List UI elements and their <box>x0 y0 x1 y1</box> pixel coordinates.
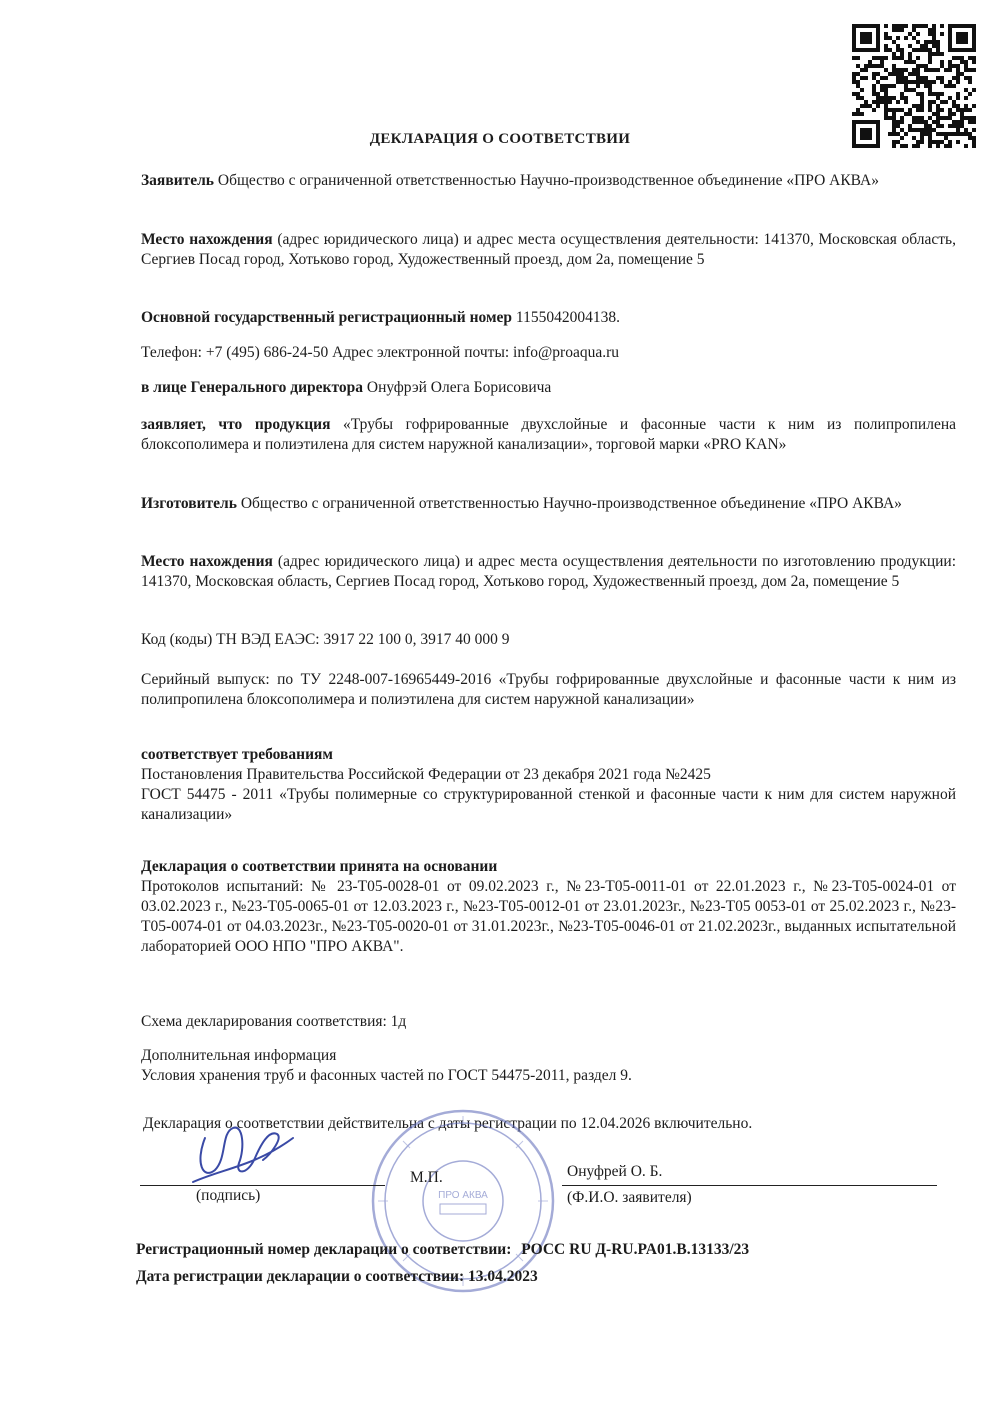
representative-section <box>141 378 956 398</box>
name-caption: (Ф.И.О. заявителя) <box>567 1189 692 1206</box>
declares-label: заявляет, что продукция <box>141 416 331 433</box>
registration-number-label: Регистрационный номер декларации о соответствии: <box>136 1241 512 1258</box>
additional-section <box>141 1046 956 1086</box>
manufacturer-text: Общество с ограниченной ответственностью Научно-производственное объединение «ПРО АКВА» <box>240 495 902 512</box>
document-title: ДЕКЛАРАЦИЯ О СООТВЕТСТВИИ <box>369 131 631 147</box>
location-text-2: (адрес юридического лица) и адрес места осуществления деятельности по изготовлению продукции: 141370, Московская область, Сергиев Посад город, Хотьково город, Художественный проезд, дом 2а, помещение 5 <box>141 553 957 590</box>
declares-text: «Трубы гофрированные двухслойные и фасонные части к ним из полипропилена блоксополимера и полиэтилена для систем наружной канализации», торговой марки «PRO KAN» <box>141 416 956 453</box>
applicant-section <box>141 171 956 191</box>
tnved-line: Код (коды) ТН ВЭД ЕАЭС: 3917 22 100 0, 3917 40 000 9 <box>141 631 510 648</box>
applicant-signatory-name: Онуфрей О. Б. <box>567 1163 663 1180</box>
name-line <box>562 1185 937 1186</box>
manufacturer-label: Изготовитель <box>141 495 237 512</box>
registration-date-label: Дата регистрации декларации о соответствии: <box>136 1268 465 1285</box>
representative-name: Онуфрэй Олега Борисовича <box>366 379 552 396</box>
applicant-text: Общество с ограниченной ответственностью Научно-производственное объединение «ПРО АКВА» <box>217 172 879 189</box>
registration-number-value: РОСС RU Д-RU.PA01.B.13133/23 <box>521 1241 750 1258</box>
requirements-section <box>141 745 956 825</box>
location-text-1: (адрес юридического лица) и адрес места осуществления деятельности: 141370, Московская область, Сергиев Посад город, Хотьково город, Художественный проезд, дом 2а, помещение 5 <box>141 231 957 268</box>
location-label-2: Место нахождения <box>141 553 273 570</box>
additional-label: Дополнительная информация <box>141 1047 337 1064</box>
representative-label: в лице Генерального директора <box>141 379 364 396</box>
stamp-place-label: М.П. <box>410 1169 443 1186</box>
scheme-line: Схема декларирования соответствия: 1д <box>141 1013 407 1030</box>
signature-caption: (подпись) <box>196 1187 261 1204</box>
serial-section: Серийный выпуск: по ТУ 2248-007-16965449-2016 «Трубы гофрированные двухслойные и фасонные части к ним из полипропилена блоксополимера и полиэтилена для систем наружной канализации» <box>141 671 956 708</box>
applicant-label: Заявитель <box>141 172 215 189</box>
location-section-2 <box>141 552 956 592</box>
signature-line <box>140 1185 385 1186</box>
handwritten-signature-icon <box>185 1108 300 1188</box>
ogrn-label: Основной государственный регистрационный номер <box>141 309 513 326</box>
validity-line: Декларация о соответствии действительна с даты регистрации по 12.04.2026 включительно. <box>143 1115 753 1132</box>
contacts-line: Телефон: +7 (495) 686-24-50 Адрес электронной почты: info@proaqua.ru <box>141 344 619 361</box>
requirements-label: соответствует требованиям <box>141 746 333 763</box>
seal-text: ПРО АКВА <box>438 1190 488 1201</box>
additional-text: Условия хранения труб и фасонных частей по ГОСТ 54475-2011, раздел 9. <box>141 1067 632 1084</box>
manufacturer-section <box>141 494 956 514</box>
location-label-1: Место нахождения <box>141 231 273 248</box>
ogrn-value: 1155042004138. <box>515 309 620 326</box>
location-section-1 <box>141 230 956 270</box>
requirements-line-2: ГОСТ 54475 - 2011 «Трубы полимерные со структурированной стенкой и фасонные части к ним для систем наружной канализации» <box>141 786 956 823</box>
basis-label: Декларация о соответствии принята на основании <box>141 858 498 875</box>
requirements-line-1: Постановления Правительства Российской Федерации от 23 декабря 2021 года №2425 <box>141 766 711 783</box>
registration-date-line <box>136 1267 538 1287</box>
registration-number-line <box>136 1240 749 1260</box>
basis-text: Протоколов испытаний: № 23-Т05-0028-01 от 09.02.2023 г., №23-Т05-0011-01 от 22.01.2023 г., №23-Т05-0024-01 от 03.02.2023 г., №23-Т05-0065-01 от 12.03.2023 г., №23-Т05-0012-01 от 23.01.2023г., №23-Т05 0053-01 от 25.02.2023 г., №23-Т05-0074-01 от 04.03.2023г., №23-Т05-0020-01 от 31.01.2023г., №23-Т05-0046-01 от 21.02.2023г., выданных испытательной лабораторией ООО НПО "ПРО АКВА". <box>141 878 956 955</box>
declares-section <box>141 415 956 455</box>
ogrn-section <box>141 308 956 328</box>
basis-section <box>141 857 956 957</box>
registration-date-value: 13.04.2023 <box>468 1268 538 1285</box>
